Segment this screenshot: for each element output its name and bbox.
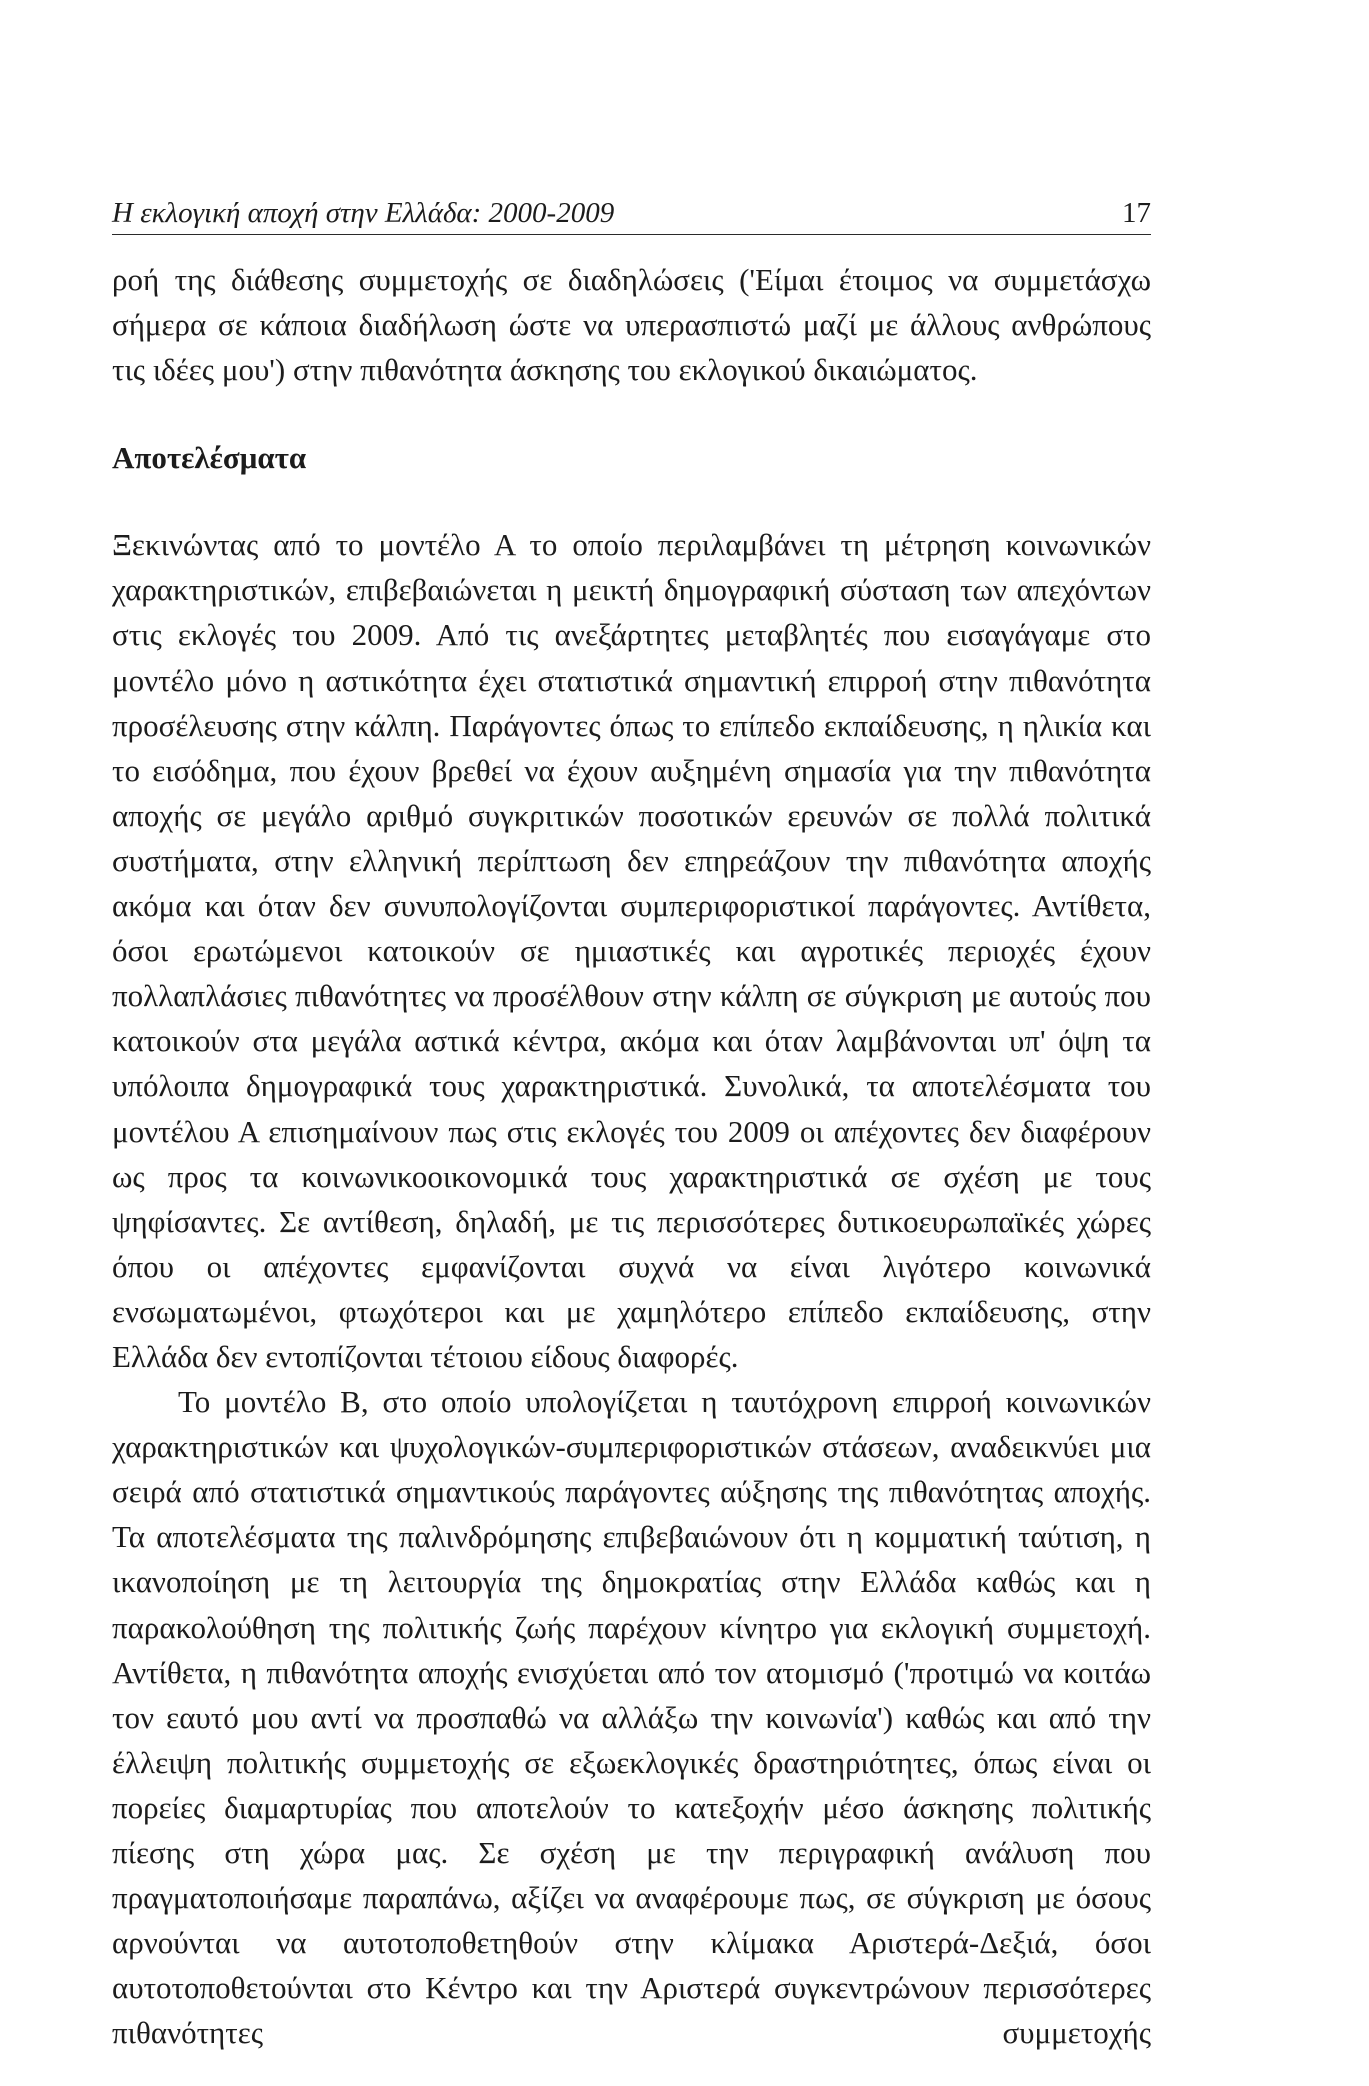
page-body xyxy=(112,257,1151,2055)
intro-paragraph: ροή της διάθεσης συμμετοχής σε διαδηλώσεις ('Είμαι έτοιμος να συμμετάσχω σήμερα σε κάποια διαδήλωση ώστε να υπερασπιστώ μαζί με άλλους ανθρώπους τις ιδέες μου') στην πιθανότητα άσκησης του εκλογικού δικαιώματος. xyxy=(112,262,1151,388)
running-header xyxy=(112,186,1151,235)
results-paragraph-2: Το μοντέλο Β, στο οποίο υπολογίζεται η ταυτόχρονη επιρροή κοινωνικών χαρακτηριστικών και ψυχολογικών-συμπεριφοριστικών στάσεων, αναδεικνύει μια σειρά από στατιστικά σημαντικούς παράγοντες αύξησης της πιθανότητας αποχής. Τα αποτελέσματα της παλινδρόμησης επιβεβαιώνουν ότι η κομματική ταύτιση, η ικανοποίηση με τη λειτουργία της δημοκρατίας στην Ελλάδα καθώς και η παρακολούθηση της πολιτικής ζωής παρέχουν κίνητρο για εκλογική συμμετοχή. Αντίθετα, η πιθανότητα αποχής ενισχύεται από τον ατομισμό ('προτιμώ να κοιτάω τον εαυτό μου αντί να προσπαθώ να αλλάξω την κοινωνία') καθώς και από την έλλειψη πολιτικής συμμετοχής σε εξωεκλογικές δραστηριότητες, όπως είναι οι πορείες διαμαρτυρίας που αποτελούν το κατεξοχήν μέσο άσκησης πολιτικής πίεσης στη χώρα μας. Σε σχέση με την περιγραφική ανάλυση που πραγματοποιήσαμε παραπάνω, αξίζει να αναφέρουμε πως, σε σύγκριση με όσους αρνούνται να αυτοτοποθετηθούν στην κλίμακα Αριστερά-Δεξιά, όσοι αυτοτοποθετούνται στο Κέντρο και την Αριστερά συγκεντρώνουν περισσότερες πιθανότητες συμμετοχής xyxy=(112,1384,1151,2051)
running-header-title: Η εκλογική αποχή στην Ελλάδα: 2000-2009 xyxy=(112,197,615,229)
section-heading: Αποτελέσματα xyxy=(112,440,307,476)
results-paragraph-1: Ξεκινώντας από το μοντέλο Α το οποίο περιλαμβάνει τη μέτρηση κοινωνικών χαρακτηριστικών, επιβεβαιώνεται η μεικτή δημογραφική σύσταση των απεχόντων στις εκλογές του 2009. Από τις ανεξάρτητες μεταβλητές που εισαγάγαμε στο μοντέλο μόνο η αστικότητα έχει στατιστικά σημαντική επιρροή στην πιθανότητα προσέλευσης στην κάλπη. Παράγοντες όπως το επίπεδο εκπαίδευσης, η ηλικία και το εισόδημα, που έχουν βρεθεί να έχουν αυξημένη σημασία για την πιθανότητα αποχής σε μεγάλο αριθμό συγκριτικών ποσοτικών ερευνών σε πολλά πολιτικά συστήματα, στην ελληνική περίπτωση δεν επηρεάζουν την πιθανότητα αποχής ακόμα και όταν δεν συνυπολογίζονται συμπεριφοριστικοί παράγοντες. Αντίθετα, όσοι ερωτώμενοι κατοικούν σε ημιαστικές και αγροτικές περιοχές έχουν πολλαπλάσιες πιθανότητες να προσέλθουν στην κάλπη σε σύγκριση με αυτούς που κατοικούν στα μεγάλα αστικά κέντρα, ακόμα και όταν λαμβάνονται υπ' όψη τα υπόλοιπα δημογραφικά τους χαρακτηριστικά. Συνολικά, τα αποτελέσματα του μοντέλου Α επισημαίνουν πως στις εκλογές του 2009 οι απέχοντες δεν διαφέρουν ως προς τα κοινωνικοοικονομικά τους χαρακτηριστικά σε σχέση με τους ψηφίσαντες. Σε αντίθεση, δηλαδή, με τις περισσότερες δυτικοευρωπαϊκές χώρες όπου οι απέχοντες εμφανίζονται συχνά να είναι λιγότερο κοινωνικά ενσωματωμένοι, φτωχότεροι και με χαμηλότερο επίπεδο εκπαίδευσης, στην Ελλάδα δεν εντοπίζονται τέτοιου είδους διαφορές. xyxy=(112,527,1151,1374)
page-number: 17 xyxy=(1122,197,1151,229)
book-page xyxy=(112,186,1151,2055)
